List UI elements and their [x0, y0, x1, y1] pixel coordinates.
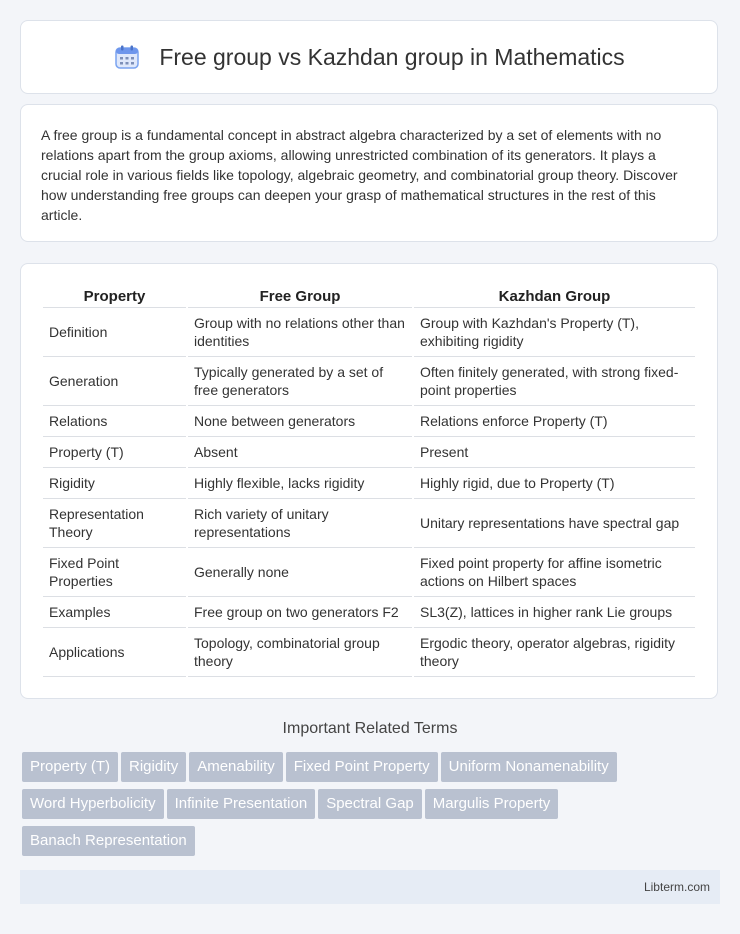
footer-brand-link[interactable]: Libterm.com — [643, 880, 710, 894]
header-free-group: Free Group — [188, 282, 412, 308]
row-property: Examples — [43, 597, 186, 628]
tag-fixed-point-property[interactable]: Fixed Point Property — [286, 752, 438, 782]
page-title: Free group vs Kazhdan group in Mathematics — [159, 43, 625, 70]
row-kazhdan-group: Highly rigid, due to Property (T) — [414, 468, 695, 499]
row-kazhdan-group: Fixed point property for affine isometric actions on Hilbert spaces — [414, 548, 695, 597]
tag-margulis-property[interactable]: Margulis Property — [425, 789, 559, 819]
row-kazhdan-group: Ergodic theory, operator algebras, rigidity theory — [414, 628, 695, 677]
table-row — [43, 597, 695, 628]
row-free-group: Topology, combinatorial group theory — [188, 628, 412, 677]
intro-card — [20, 104, 718, 242]
comparison-card — [20, 263, 718, 699]
tag-rigidity[interactable]: Rigidity — [121, 752, 186, 782]
row-property: Relations — [43, 406, 186, 437]
row-free-group: Generally none — [188, 548, 412, 597]
tag-uniform-nonamenability[interactable]: Uniform Nonamenability — [441, 752, 617, 782]
row-kazhdan-group: Present — [414, 437, 695, 468]
row-property: Generation — [43, 357, 186, 406]
row-property: Definition — [43, 308, 186, 357]
row-kazhdan-group: SL3(Z), lattices in higher rank Lie groups — [414, 597, 695, 628]
header-kazhdan-group: Kazhdan Group — [414, 282, 695, 308]
row-kazhdan-group: Relations enforce Property (T) — [414, 406, 695, 437]
row-free-group: Rich variety of unitary representations — [188, 499, 412, 548]
tag-banach-representation[interactable]: Banach Representation — [22, 826, 195, 856]
related-terms-tags — [22, 752, 722, 863]
table-row — [43, 628, 695, 677]
row-free-group: None between generators — [188, 406, 412, 437]
comparison-table — [41, 282, 697, 677]
row-kazhdan-group: Group with Kazhdan's Property (T), exhibiting rigidity — [414, 308, 695, 357]
calendar-icon — [113, 43, 141, 71]
title-card — [20, 20, 718, 94]
row-free-group: Typically generated by a set of free generators — [188, 357, 412, 406]
intro-text: A free group is a fundamental concept in abstract algebra characterized by a set of elements with no relations apart from the group axioms, allowing unrestricted combination of its generators. It plays a crucial role in various fields like topology, algebraic geometry, and combinatorial group theory. Discover how understanding free groups can deepen your grasp of mathematical structures in the rest of this article. — [41, 127, 678, 223]
row-free-group: Group with no relations other than identities — [188, 308, 412, 357]
row-property: Representation Theory — [43, 499, 186, 548]
row-kazhdan-group: Often finitely generated, with strong fixed-point properties — [414, 357, 695, 406]
tag-spectral-gap[interactable]: Spectral Gap — [318, 789, 422, 819]
table-row — [43, 468, 695, 499]
table-row — [43, 437, 695, 468]
row-free-group: Absent — [188, 437, 412, 468]
table-row — [43, 499, 695, 548]
footer — [20, 870, 720, 904]
row-property: Fixed Point Properties — [43, 548, 186, 597]
table-row — [43, 357, 695, 406]
row-kazhdan-group: Unitary representations have spectral gap — [414, 499, 695, 548]
tag-infinite-presentation[interactable]: Infinite Presentation — [167, 789, 316, 819]
row-property: Property (T) — [43, 437, 186, 468]
row-property: Applications — [43, 628, 186, 677]
table-row — [43, 548, 695, 597]
table-row — [43, 406, 695, 437]
row-property: Rigidity — [43, 468, 186, 499]
tag-property-t[interactable]: Property (T) — [22, 752, 118, 782]
row-free-group: Free group on two generators F2 — [188, 597, 412, 628]
header-property: Property — [43, 282, 186, 308]
tag-word-hyperbolicity[interactable]: Word Hyperbolicity — [22, 789, 164, 819]
tag-amenability[interactable]: Amenability — [189, 752, 283, 782]
row-free-group: Highly flexible, lacks rigidity — [188, 468, 412, 499]
table-header-row — [43, 282, 695, 308]
table-row — [43, 308, 695, 357]
related-terms-title: Important Related Terms — [282, 720, 458, 737]
